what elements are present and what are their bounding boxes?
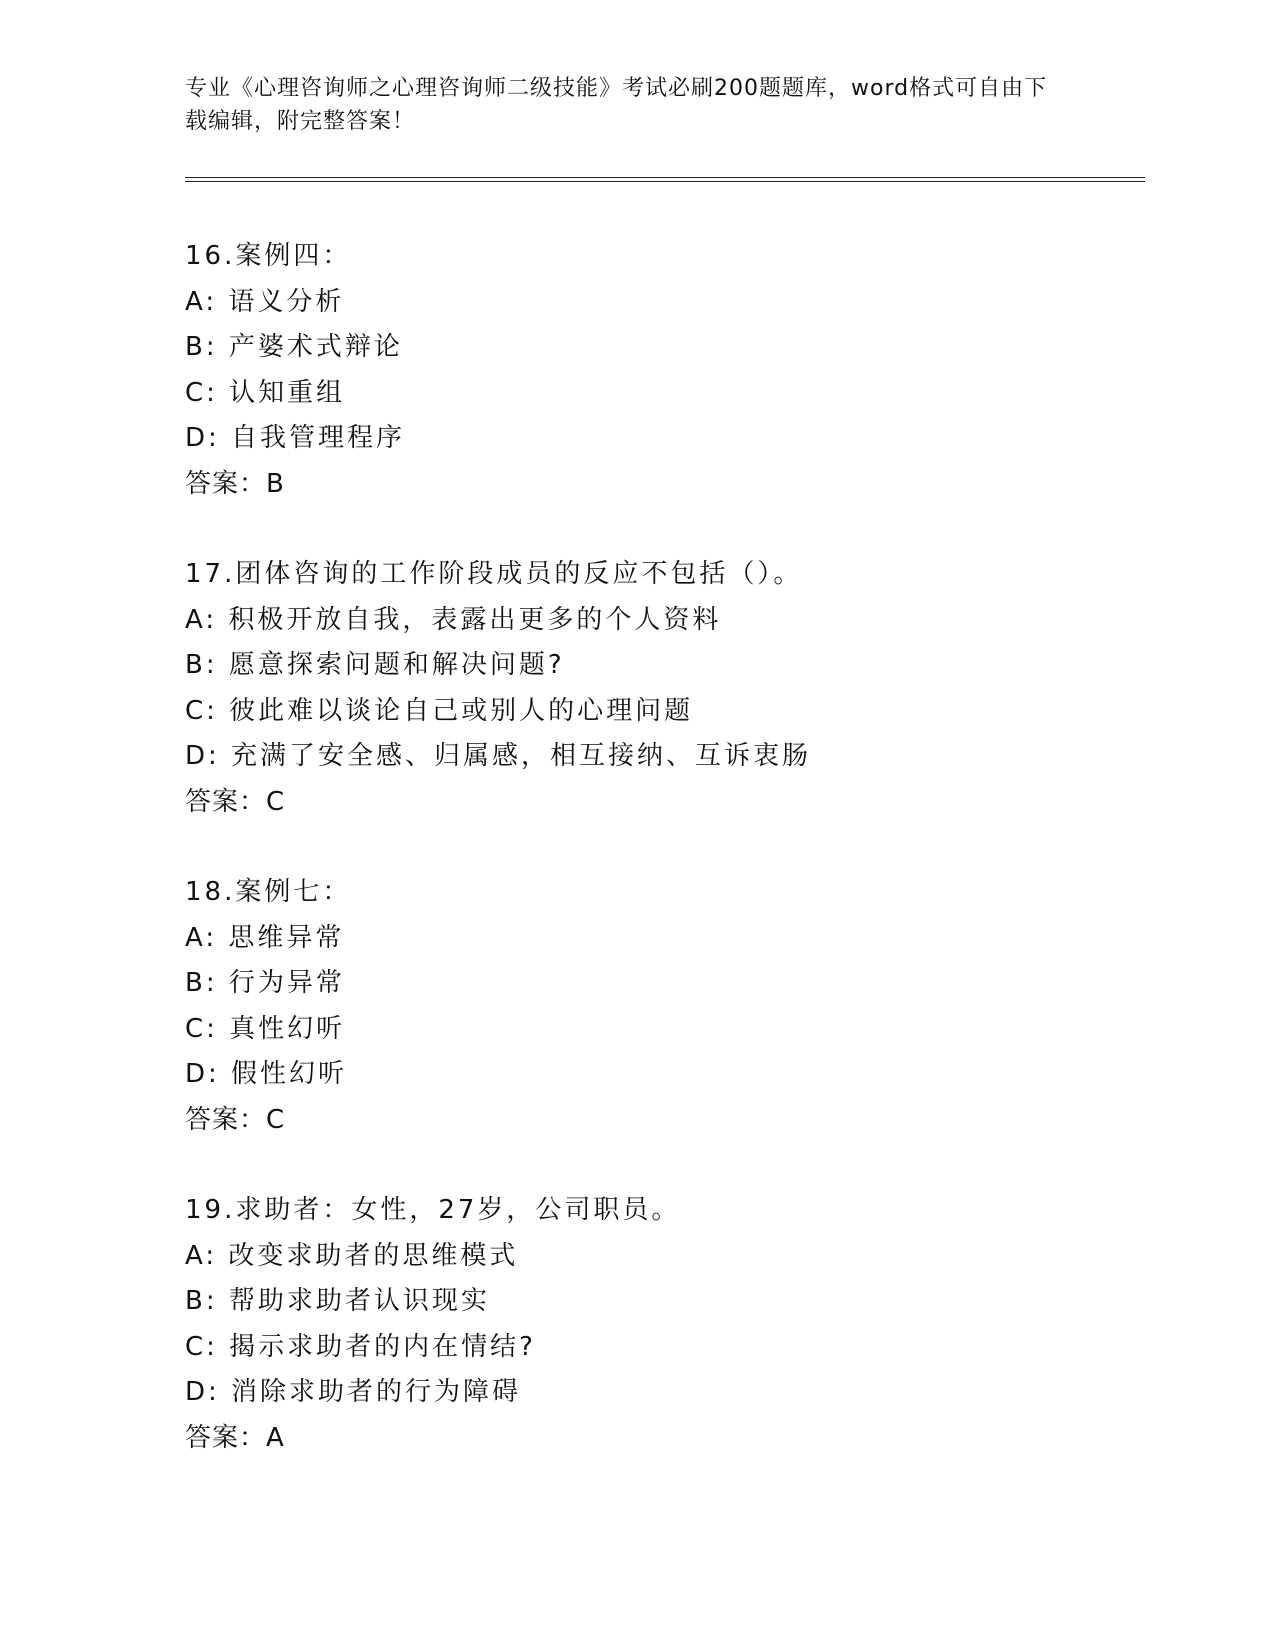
option-a: A: 积极开放自我，表露出更多的个人资料 <box>185 604 722 635</box>
question-stem: 16.案例四： <box>185 241 352 271</box>
option-d: D: 充满了安全感、归属感，相互接纳、互诉衷肠 <box>185 741 812 771</box>
option-a: A: 思维异常 <box>185 922 345 953</box>
answer-line: 答案：C <box>185 1104 286 1135</box>
option-b: B: 帮助求助者认识现实 <box>185 1286 490 1316</box>
option-b: B: 行为异常 <box>185 968 345 998</box>
question-19 <box>185 1188 1145 1461</box>
option-c: C: 真性幻听 <box>185 1013 346 1044</box>
question-list <box>185 234 1145 1506</box>
option-d: D: 假性幻听 <box>185 1059 348 1089</box>
header-divider <box>185 177 1145 182</box>
option-c: C: 认知重组 <box>185 377 346 408</box>
question-17 <box>185 552 1145 825</box>
option-a: A: 改变求助者的思维模式 <box>185 1240 519 1271</box>
option-b: B: 产婆术式辩论 <box>185 332 403 362</box>
answer-line: 答案：C <box>185 786 286 817</box>
option-c: C: 揭示求助者的内在情结? <box>185 1331 536 1362</box>
option-d: D: 自我管理程序 <box>185 423 406 453</box>
question-stem: 17.团体咨询的工作阶段成员的反应不包括（）。 <box>185 559 803 589</box>
answer-line: 答案：A <box>185 1422 285 1453</box>
question-18 <box>185 870 1145 1143</box>
option-b: B: 愿意探索问题和解决问题? <box>185 650 565 680</box>
question-16 <box>185 234 1145 507</box>
question-stem: 19.求助者：女性，27岁，公司职员。 <box>185 1195 681 1225</box>
question-stem: 18.案例七： <box>185 877 352 907</box>
document-intro: 专业《心理咨询师之心理咨询师二级技能》考试必刷200题题库，word格式可自由下载编辑，附完整答案！ <box>185 76 1048 134</box>
option-a: A: 语义分析 <box>185 286 345 317</box>
option-d: D: 消除求助者的行为障碍 <box>185 1377 522 1407</box>
answer-line: 答案：B <box>185 468 285 499</box>
option-c: C: 彼此难以谈论自己或别人的心理问题 <box>185 695 694 726</box>
